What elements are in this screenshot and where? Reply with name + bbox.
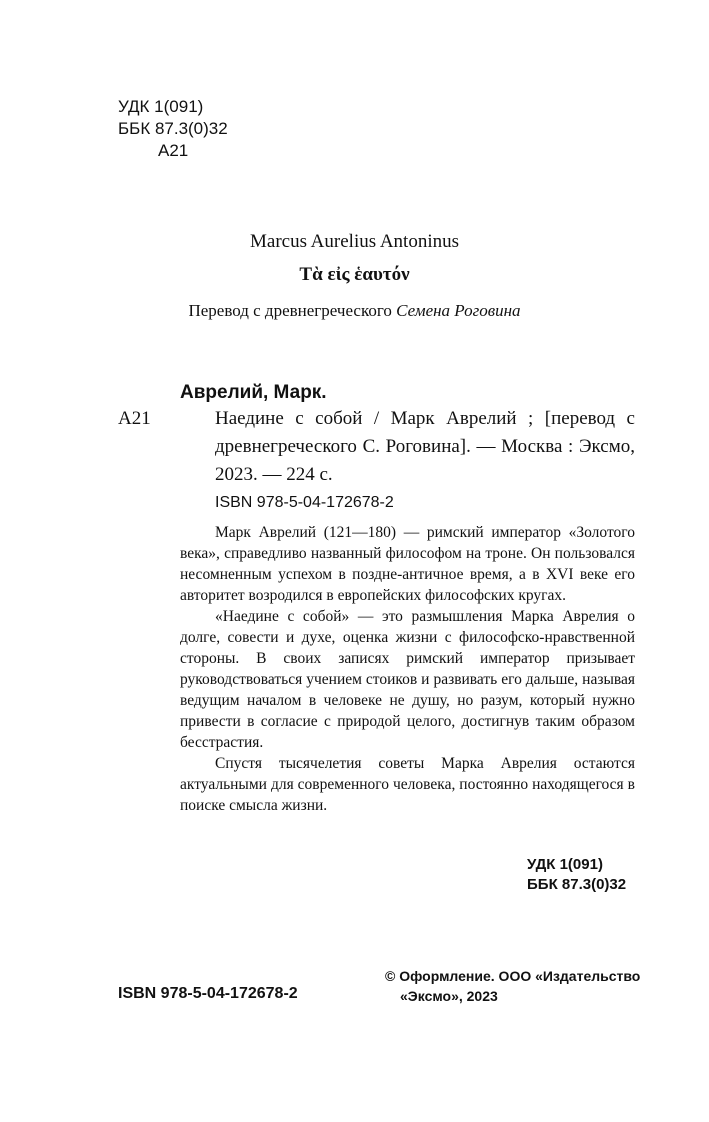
classification-codes-top [118,96,228,162]
classification-codes-bottom [527,855,626,895]
bibliographic-entry: Наедине с собой / Марк Аврелий ; [перевод с древнегреческого С. Роговина]. — Москва : Эксмо, 2023. — 224 с. [215,408,635,485]
copyright-line-1: © Оформление. ООО «Издательство [385,968,641,984]
copyright-line-2: «Эксмо», 2023 [400,988,498,1004]
copyright-notice [385,966,641,1006]
author-latin-name: Marcus Aurelius Antoninus [250,231,459,252]
bibliographic-code: А21 [118,408,151,429]
translator-name: Семена Роговина [396,301,521,320]
isbn-footer: ISBN 978-5-04-172678-2 [118,985,298,1002]
bbk-code-bottom: ББК 87.3(0)32 [527,876,627,893]
isbn-main: ISBN 978-5-04-172678-2 [215,494,394,511]
translation-prefix: Перевод с древнегреческого [188,301,397,320]
annotation-paragraph: Спустя тысячелетия советы Марка Аврелия остаются актуальными для современного человека, постоянно находящегося в поиске смысла жизни. [180,755,635,814]
udk-code: УДК 1(091) [118,97,204,116]
bibliographic-heading: Аврелий, Марк. [180,382,327,403]
bbk-code: ББК 87.3(0)32 [118,119,228,138]
annotation-paragraph: «Наедине с собой» — это размышления Марка Аврелия о долге, совести и духе, оценка жизни с философско-нравственной стороны. В своих записях римский император призывает руководствоваться учением стоиков и развивать его дальше, называя ведущим началом в человеке не душу, но разум, который нужно привести в согласие с природой целого, достигнув таким образом бесстрастия. [180,608,635,751]
author-mark: А21 [158,141,189,160]
original-title-greek: Τὰ εἰς ἑαυτόν [299,264,410,285]
annotation [180,522,635,816]
translation-credit [0,301,709,321]
udk-code-bottom: УДК 1(091) [527,856,603,873]
annotation-paragraph: Марк Аврелий (121—180) — римский император «Золотого века», справедливо названный философом на троне. Он пользовался несомненным успехом в поздне-античное время, а в XVI веке его авторитет возродился в европейских философских кругах. [180,524,635,604]
